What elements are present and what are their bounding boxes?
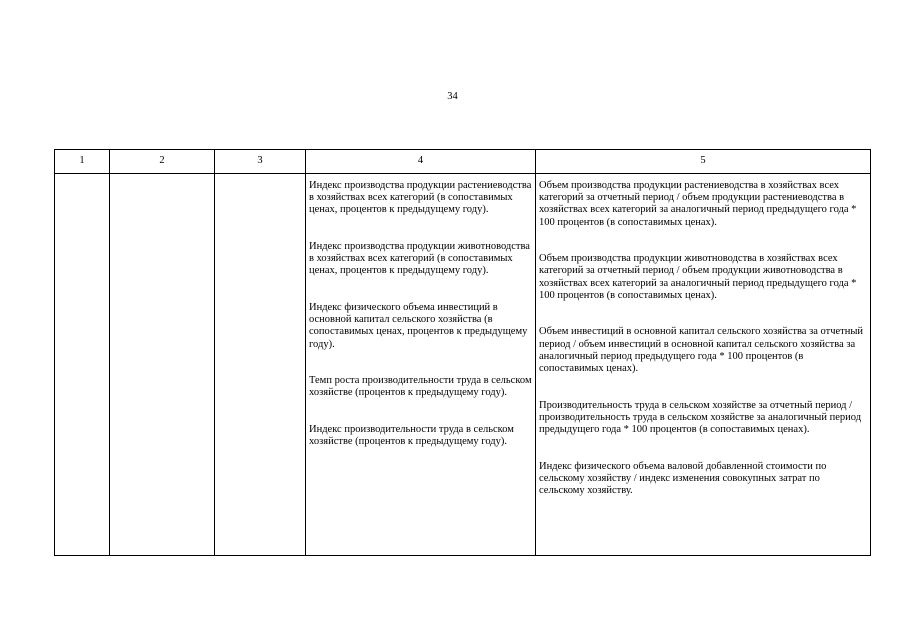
indicator-column-cell bbox=[306, 174, 536, 556]
indicator-text: Индекс производства продукции растениеводства в хозяйствах всех категорий (в сопоставимых ценах, процентов к предыдущему году). bbox=[309, 180, 532, 216]
indicator-text: Индекс производительности труда в сельском хозяйстве (процентов к предыдущему году). bbox=[309, 424, 514, 448]
formula-column-cell bbox=[536, 174, 871, 556]
column-1-cell bbox=[55, 174, 110, 556]
formula-text: Индекс физического объема валовой добавленной стоимости по сельскому хозяйству / индекс изменения совокупных затрат по сельскому хозяйству. bbox=[539, 460, 827, 497]
column-header-5: 5 bbox=[536, 150, 871, 174]
indicator-text: Темп роста производительности труда в сельском хозяйстве (процентов к предыдущему году). bbox=[309, 375, 532, 399]
indicators-table bbox=[54, 149, 871, 556]
indicator-text: Индекс производства продукции животноводства в хозяйствах всех категорий (в сопоставимых ценах, процентов к предыдущему году). bbox=[309, 241, 530, 277]
formula-text: Объем производства продукции растениеводства в хозяйствах всех категорий за отчетный период / объем продукции растениеводства в хозяйствах всех категорий за аналогичный период предыдущего года * 100 процентов (в сопоставимых ценах). bbox=[539, 180, 857, 228]
column-header-2: 2 bbox=[110, 150, 215, 174]
column-header-1: 1 bbox=[55, 150, 110, 174]
column-header-4: 4 bbox=[306, 150, 536, 174]
table-header-row bbox=[55, 150, 871, 174]
column-header-3: 3 bbox=[215, 150, 306, 174]
indicator-text: Индекс физического объема инвестиций в основной капитал сельского хозяйства (в сопоставимых ценах, процентов к предыдущему году). bbox=[309, 302, 528, 350]
formula-text: Объем производства продукции животноводства в хозяйствах всех категорий за отчетный период / объем продукции животноводства в хозяйствах всех категорий за аналогичный период предыдущего года * 100 процентов (в сопоставимых ценах). bbox=[539, 253, 857, 301]
page-number: 34 bbox=[447, 91, 458, 102]
formula-text: Производительность труда в сельском хозяйстве за отчетный период / производительность труда в сельском хозяйстве за аналогичный период предыдущего года * 100 процентов (в сопоставимых ценах). bbox=[539, 399, 862, 436]
formula-text: Объем инвестиций в основной капитал сельского хозяйства за отчетный период / объем инвестиций в основной капитал сельского хозяйства за аналогичный период предыдущего года * 100 процентов (в сопоставимых ценах). bbox=[539, 326, 864, 375]
column-2-cell bbox=[110, 174, 215, 556]
column-3-cell bbox=[215, 174, 306, 556]
table-body-row bbox=[55, 174, 871, 556]
